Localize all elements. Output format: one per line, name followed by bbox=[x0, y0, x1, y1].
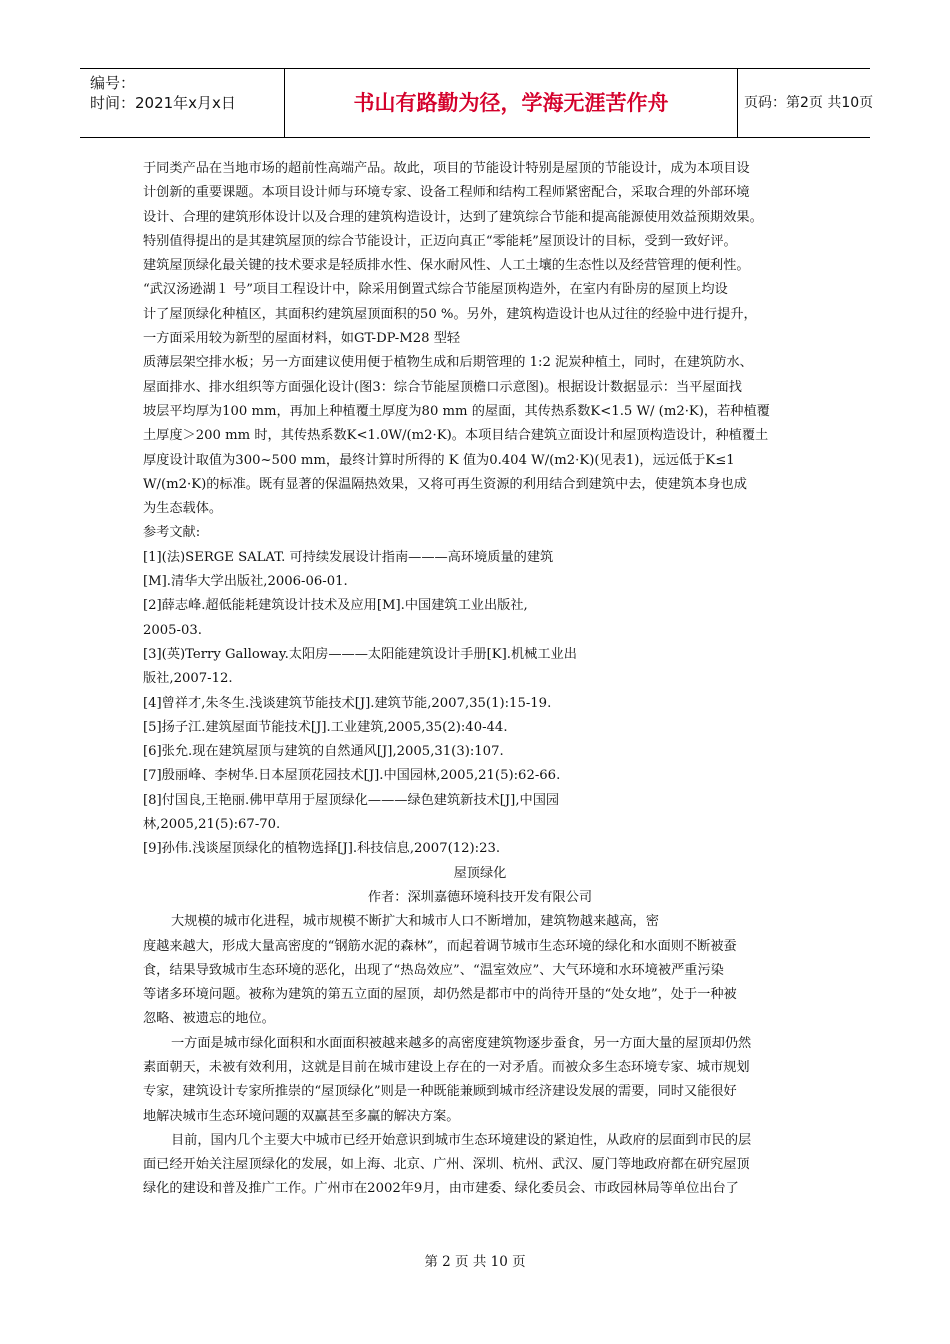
header-page-number: 页码：第2页 共10页 bbox=[744, 95, 874, 111]
text-line: 一方面采用较为新型的屋面材料，如GT-DP-M28 型轻 bbox=[143, 331, 461, 347]
text-line: 计创新的重要课题。本项目设计师与环境专家、设备工程师和结构工程师紧密配合，采取合理的外部环境 bbox=[143, 185, 750, 201]
paragraph-line: 地解决城市生态环境问题的双赢甚至多赢的解决方案。 bbox=[143, 1108, 460, 1124]
reference-line: [3](英)Terry Galloway.太阳房———太阳能建筑设计手册[K].机械工业出 bbox=[143, 646, 577, 662]
text-line: 于同类产品在当地市场的超前性高端产品。故此，项目的节能设计特别是屋顶的节能设计，成为本项目设 bbox=[143, 161, 750, 176]
paragraph-line: 专家，建筑设计专家所推崇的“屋顶绿化”则是一种既能兼顾到城市经济建设发展的需要，同时又能很好 bbox=[143, 1084, 737, 1100]
reference-line: [4]曾祥才,朱冬生.浅谈建筑节能技术[J].建筑节能,2007,35(1):15-19. bbox=[143, 695, 552, 711]
document-body bbox=[143, 157, 817, 1202]
text-line: 坡层平均厚为100 mm，再加上种植覆土厚度为80 mm 的屋面，其传热系数K<1.5 W/ (m2·K)，若种植覆 bbox=[143, 403, 770, 419]
reference-line: [5]扬子江.建筑屋面节能技术[J].工业建筑,2005,35(2):40-44. bbox=[143, 719, 508, 735]
reference-line: [2]薛志峰.超低能耗建筑设计技术及应用[M].中国建筑工业出版社, bbox=[143, 598, 528, 614]
reference-line: 版社,2007-12. bbox=[143, 671, 233, 687]
reference-line: [6]张允.现在建筑屋顶与建筑的自然通风[J],2005,31(3):107. bbox=[143, 744, 504, 760]
reference-line: [7]殷丽峰、李树华.日本屋顶花园技术[J].中国园林,2005,21(5):62-66. bbox=[143, 768, 561, 784]
reference-line: 2005-03. bbox=[143, 622, 202, 638]
reference-line: [1](法)SERGE SALAT. 可持续发展设计指南———高环境质量的建筑 bbox=[143, 549, 554, 565]
header-number: 编号： bbox=[90, 74, 136, 92]
article-title: 屋顶绿化 bbox=[453, 865, 507, 881]
paragraph-line: 素面朝天，未被有效利用，这就是目前在城市建设上存在的一对矛盾。而被众多生态环境专家、城市规划 bbox=[143, 1059, 750, 1075]
text-line: 建筑屋顶绿化最关键的技术要求是轻质排水性、保水耐风性、人工土壤的生态性以及经营管理的便利性。 bbox=[143, 258, 750, 274]
paragraph-line: 度越来越大，形成大量高密度的“钢筋水泥的森林”，而起着调节城市生态环境的绿化和水面则不断被蚕 bbox=[143, 938, 737, 954]
text-line: “武汉汤逊湖１ 号”项目工程设计中，除采用倒置式综合节能屋顶构造外，在室内有卧房的屋顶上均设 bbox=[143, 282, 728, 298]
text-line: 厚度设计取值为300~500 mm，最终计算时所得的 K 值为0.404 W/(m2·K)(见表1)，远远低于K≤1 bbox=[143, 452, 735, 468]
text-line: 质薄层架空排水板；另一方面建议使用便于植物生成和后期管理的 1:2 泥炭种植土，同时，在建筑防水、 bbox=[143, 355, 753, 371]
reference-line: [9]孙伟.浅谈屋顶绿化的植物选择[J].科技信息,2007(12):23. bbox=[143, 841, 501, 857]
reference-line: [8]付国良,王艳丽.佛甲草用于屋顶绿化———绿色建筑新技术[J],中国园 bbox=[143, 792, 560, 808]
references-heading: 参考文献: bbox=[143, 525, 201, 541]
header-meta bbox=[80, 69, 284, 137]
page-footer: 第 2 页 共 10 页 bbox=[424, 1254, 526, 1270]
paragraph-line: 面已经开始关注屋顶绿化的发展，如上海、北京、广州、深圳、杭州、武汉、厦门等地政府都在研究屋顶 bbox=[143, 1157, 750, 1173]
text-line: 计了屋顶绿化种植区，其面积约建筑屋顶面积的50 %。另外，建筑构造设计也从过往的经验中进行提升， bbox=[143, 306, 757, 322]
reference-line: 林,2005,21(5):67-70. bbox=[143, 817, 281, 833]
paragraph-line: 大规模的城市化进程，城市规模不断扩大和城市人口不断增加，建筑物越来越高，密 bbox=[171, 914, 659, 930]
text-line: W/(m2·K)的标准。既有显著的保温隔热效果，又将可再生资源的利用结合到建筑中去，使建筑本身也成 bbox=[143, 476, 747, 492]
paragraph-line: 绿化的建设和普及推广工作。广州市在2002年9月，由市建委、绿化委员会、市政园林局等单位出台了 bbox=[143, 1181, 739, 1197]
paragraph-line: 食，结果导致城市生态环境的恶化，出现了“热岛效应”、“温室效应”、大气环境和水环境被严重污染 bbox=[143, 962, 724, 978]
text-line: 设计、合理的建筑形体设计以及合理的建筑构造设计，达到了建筑综合节能和提高能源使用效益预期效果。 bbox=[143, 209, 763, 225]
header-time: 时间：2021年x月x日 bbox=[90, 94, 236, 112]
paragraph-line: 目前，国内几个主要大中城市已经开始意识到城市生态环境建设的紧迫性，从政府的层面到市民的层 bbox=[171, 1132, 752, 1148]
reference-line: [M].清华大学出版社,2006-06-01. bbox=[143, 574, 348, 590]
text-line: 为生态载体。 bbox=[143, 501, 223, 517]
page-header bbox=[80, 68, 874, 138]
text-line: 特别值得提出的是其建筑屋顶的综合节能设计，正迈向真正“零能耗”屋顶设计的目标，受到一致好评。 bbox=[143, 233, 737, 249]
article-author: 作者：深圳嘉德环境科技开发有限公司 bbox=[367, 889, 593, 905]
text-line: 土厚度＞200 mm 时，其传热系数K<1.0W/(m2·K)。本项目结合建筑立面设计和屋顶构造设计，种植覆土 bbox=[143, 428, 769, 444]
paragraph-line: 忽略、被遗忘的地位。 bbox=[143, 1011, 275, 1027]
text-line: 屋面排水、排水组织等方面强化设计(图3：综合节能屋顶檐口示意图)。根据设计数据显示：当平屋面找 bbox=[143, 379, 742, 395]
header-motto: 书山有路勤为径，学海无涯苦作舟 bbox=[284, 69, 738, 137]
paragraph-line: 等诸多环境问题。被称为建筑的第五立面的屋顶，却仍然是都市中的尚待开垦的“处女地”，处于一种被 bbox=[143, 987, 737, 1003]
paragraph-line: 一方面是城市绿化面积和水面面积被越来越多的高密度建筑物逐步蚕食，另一方面大量的屋顶却仍然 bbox=[171, 1035, 752, 1051]
